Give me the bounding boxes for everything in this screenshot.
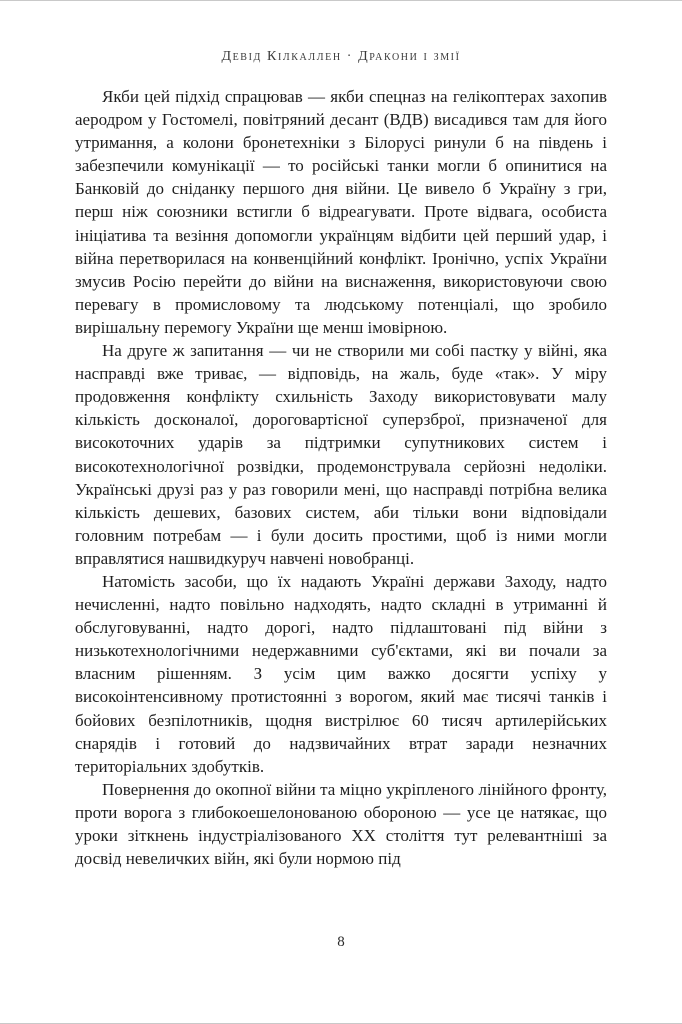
paragraph: Натомість засоби, що їх надають Україні держави Заходу, надто нечисленні, надто повільно надходять, надто складні в утриманні й обслуговуванні, надто дорогі, надто підлаштовані під війни з низькотехнологічними недержавними суб'єктами, які ви почали за власним рішенням. З усім цим важко досягти успіху у високоінтенсивному протистоянні з ворогом, який має тисячі танків і бойових безпілотників, щодня вистрілює 60 тисяч артилерійських снарядів і готовий до надзвичайних втрат заради незначних територіальних здобутків. — [75, 571, 607, 776]
running-header: Девід Кілкаллен · Дракони і змії — [221, 49, 461, 64]
paragraph: Повернення до окопної війни та міцно укріпленого лінійного фронту, проти ворога з глибокоешелонованою обороною — усе це натякає, що уроки зіткнень індустріалізованого XX століття тут релевантніші за досвід невеличких війн, які були нормою під — [75, 779, 607, 869]
paragraph: На друге ж запитання — чи не створили ми собі пастку у війні, яка насправді вже триває, — відповідь, на жаль, буде «так». У міру продовження конфлікту схильність Заходу використовувати малу кількість досконалої, дороговартісної суперзброї, призначеної для високоточних ударів за підтримки супутникових систем і високотехнологічної розвідки, продемонструвала серйозні недоліки. Українські друзі раз у раз говорили мені, що насправді потрібна велика кількість дешевих, базових систем, аби тільки вони відповідали головним потребам — і були досить простими, щоб із ними могли вправлятися нашвидкуруч навчені новобранці. — [75, 341, 607, 568]
page-number: 8 — [337, 934, 345, 950]
body-text — [75, 85, 607, 870]
paragraph: Якби цей підхід спрацював — якби спецназ на гелікоптерах захопив аеродром у Гостомелі, повітряний десант (ВДВ) висадився там для його утримання, а колони бронетехніки з Білорусі ринули б на південь і забезпечили комунікації — то російські танки могли б опинитися на Банковій до сніданку першого дня війни. Це вивело б Україну з гри, перш ніж союзники встигли б відреагувати. Проте відвага, особиста ініціатива та везіння допомогли українцям відбити цей перший удар, і війна перетворилася на конвенційний конфлікт. Іронічно, успіх України змусив Росію перейти до війни на виснаження, використовуючи свою перевагу в промисловому та людському потенціалі, що зробило вирішальну перемогу України ще менш імовірною. — [75, 87, 607, 337]
